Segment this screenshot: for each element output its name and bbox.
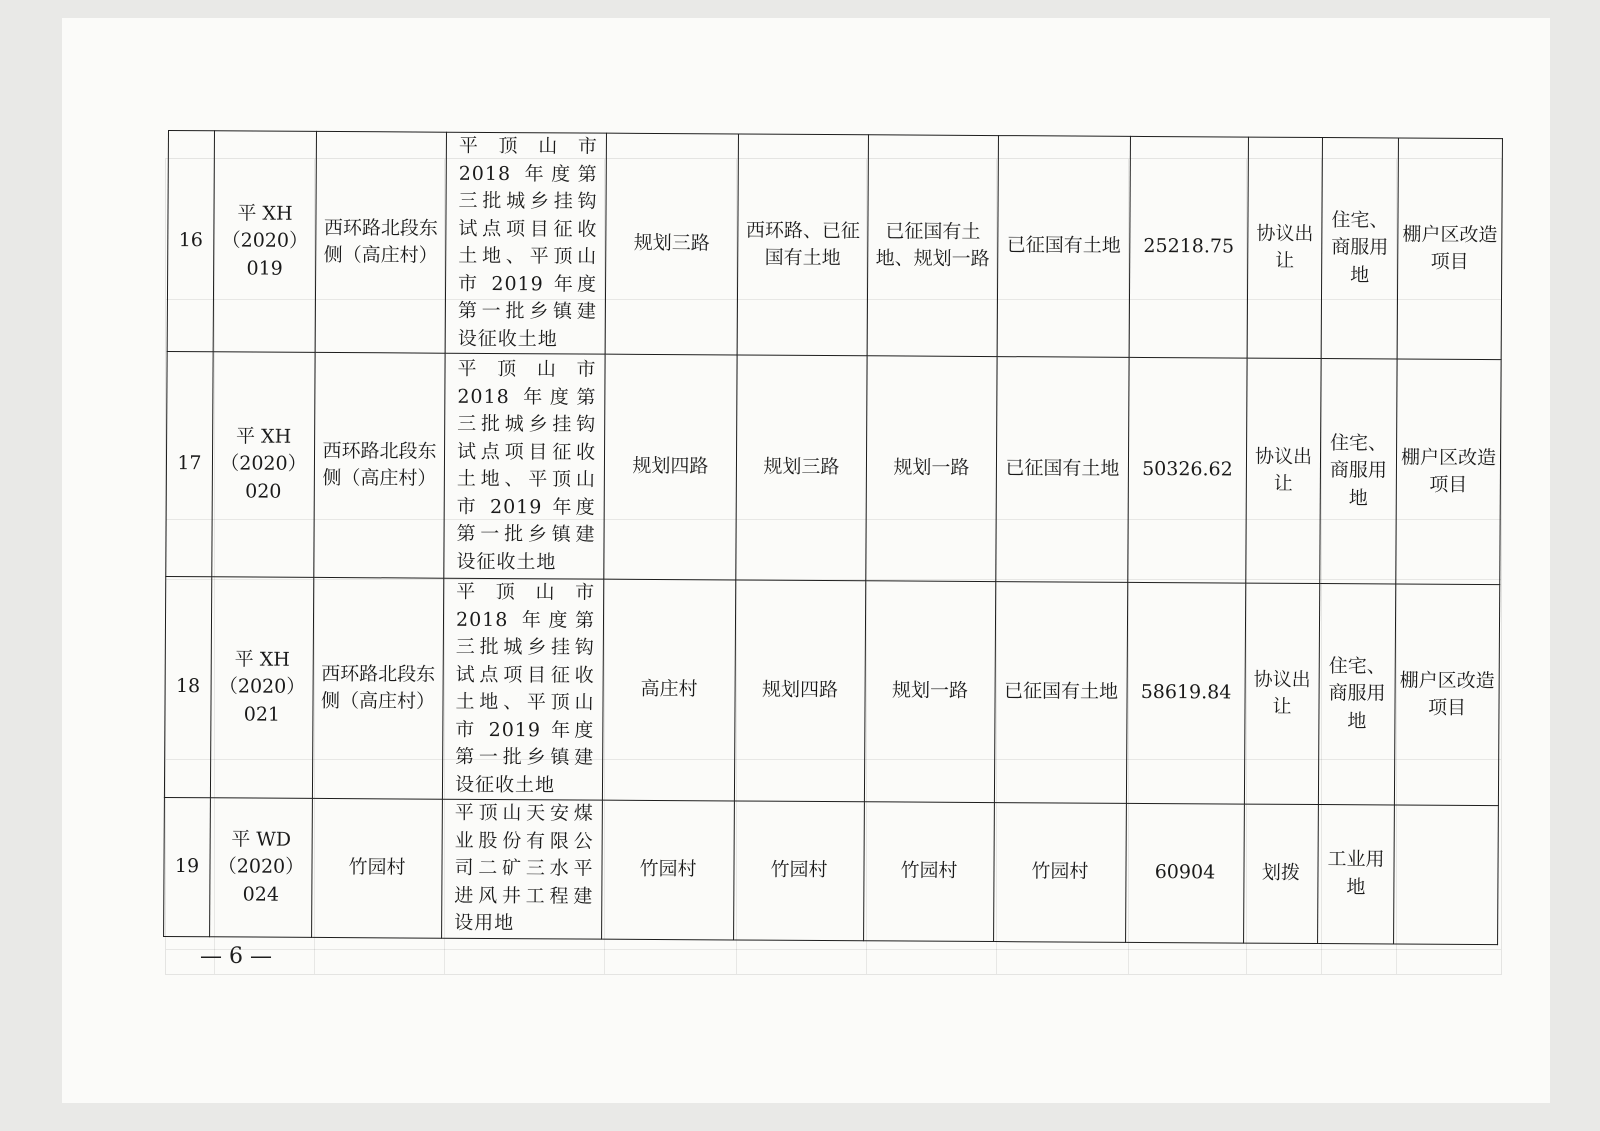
boundary-east: 规划四路 — [604, 354, 737, 580]
boundary-north: 已征国有土地 — [994, 582, 1127, 804]
boundary-south: 西环路、已征国有土地 — [737, 134, 868, 356]
parcel-area: 50326.62 — [1128, 357, 1247, 583]
parcel-area: 25218.75 — [1129, 136, 1248, 358]
boundary-west: 规划一路 — [866, 356, 997, 582]
parcel-area: 58619.84 — [1126, 582, 1245, 804]
boundary-east: 高庄村 — [602, 579, 735, 801]
supply-method: 划拨 — [1244, 804, 1319, 943]
boundary-north: 竹园村 — [994, 803, 1127, 942]
land-use: 住宅、商服用地 — [1321, 138, 1398, 359]
supply-method: 协议出让 — [1246, 358, 1321, 583]
boundary-west: 规划一路 — [864, 581, 995, 803]
row-number: 16 — [167, 131, 214, 352]
boundary-south: 竹园村 — [734, 801, 865, 940]
supply-method: 协议出让 — [1244, 583, 1319, 804]
boundary-north: 已征国有土地 — [997, 136, 1130, 358]
parcel-code: 平 XH （2020） 019 — [213, 131, 316, 353]
remark: 棚户区改造项目 — [1396, 359, 1501, 585]
row-number: 18 — [164, 576, 211, 797]
land-source: 平顶山市 2018 年度第三批城乡挂钩试点项目征收土地、平顶山市 2019 年度第一批乡镇建设征收土地 — [445, 132, 606, 354]
land-source: 平顶山市 2018 年度第三批城乡挂钩试点项目征收土地、平顶山市 2019 年度第一批乡镇建设征收土地 — [444, 353, 605, 579]
table-row — [167, 131, 1502, 360]
table-row — [166, 351, 1501, 584]
parcel-area: 60904 — [1126, 803, 1245, 942]
boundary-south: 规划四路 — [734, 580, 865, 802]
parcel-location: 竹园村 — [312, 798, 443, 937]
remark: 棚户区改造项目 — [1397, 138, 1502, 360]
parcel-code: 平 WD （2020） 024 — [210, 798, 313, 937]
remark — [1394, 805, 1499, 944]
parcel-location: 西环路北段东侧（高庄村） — [315, 131, 446, 353]
parcel-code: 平 XH （2020） 021 — [210, 577, 313, 799]
land-use: 住宅、商服用地 — [1318, 584, 1395, 805]
land-use: 住宅、商服用地 — [1320, 359, 1397, 584]
boundary-east: 竹园村 — [602, 800, 735, 939]
page-number: — 6 — — [200, 944, 272, 969]
land-supply-table — [163, 130, 1503, 945]
table-row — [164, 576, 1499, 805]
remark: 棚户区改造项目 — [1394, 584, 1499, 806]
table-row — [164, 797, 1499, 944]
row-number: 19 — [164, 797, 211, 936]
parcel-location: 西环路北段东侧（高庄村） — [314, 352, 445, 578]
land-use: 工业用地 — [1318, 805, 1395, 944]
parcel-code: 平 XH （2020） 020 — [212, 352, 315, 578]
boundary-east: 规划三路 — [605, 133, 738, 355]
parcel-location: 西环路北段东侧（高庄村） — [312, 577, 443, 799]
land-source: 平顶山市 2018 年度第三批城乡挂钩试点项目征收土地、平顶山市 2019 年度第一批乡镇建设征收土地 — [442, 578, 603, 800]
boundary-south: 规划三路 — [736, 355, 867, 581]
row-number: 17 — [166, 351, 213, 576]
boundary-west: 已征国有土地、规划一路 — [867, 135, 998, 357]
land-source: 平顶山天安煤业股份有限公司二矿三水平进风井工程建设用地 — [442, 799, 603, 938]
boundary-west: 竹园村 — [864, 802, 995, 941]
boundary-north: 已征国有土地 — [996, 357, 1129, 583]
supply-method: 协议出让 — [1247, 137, 1322, 358]
